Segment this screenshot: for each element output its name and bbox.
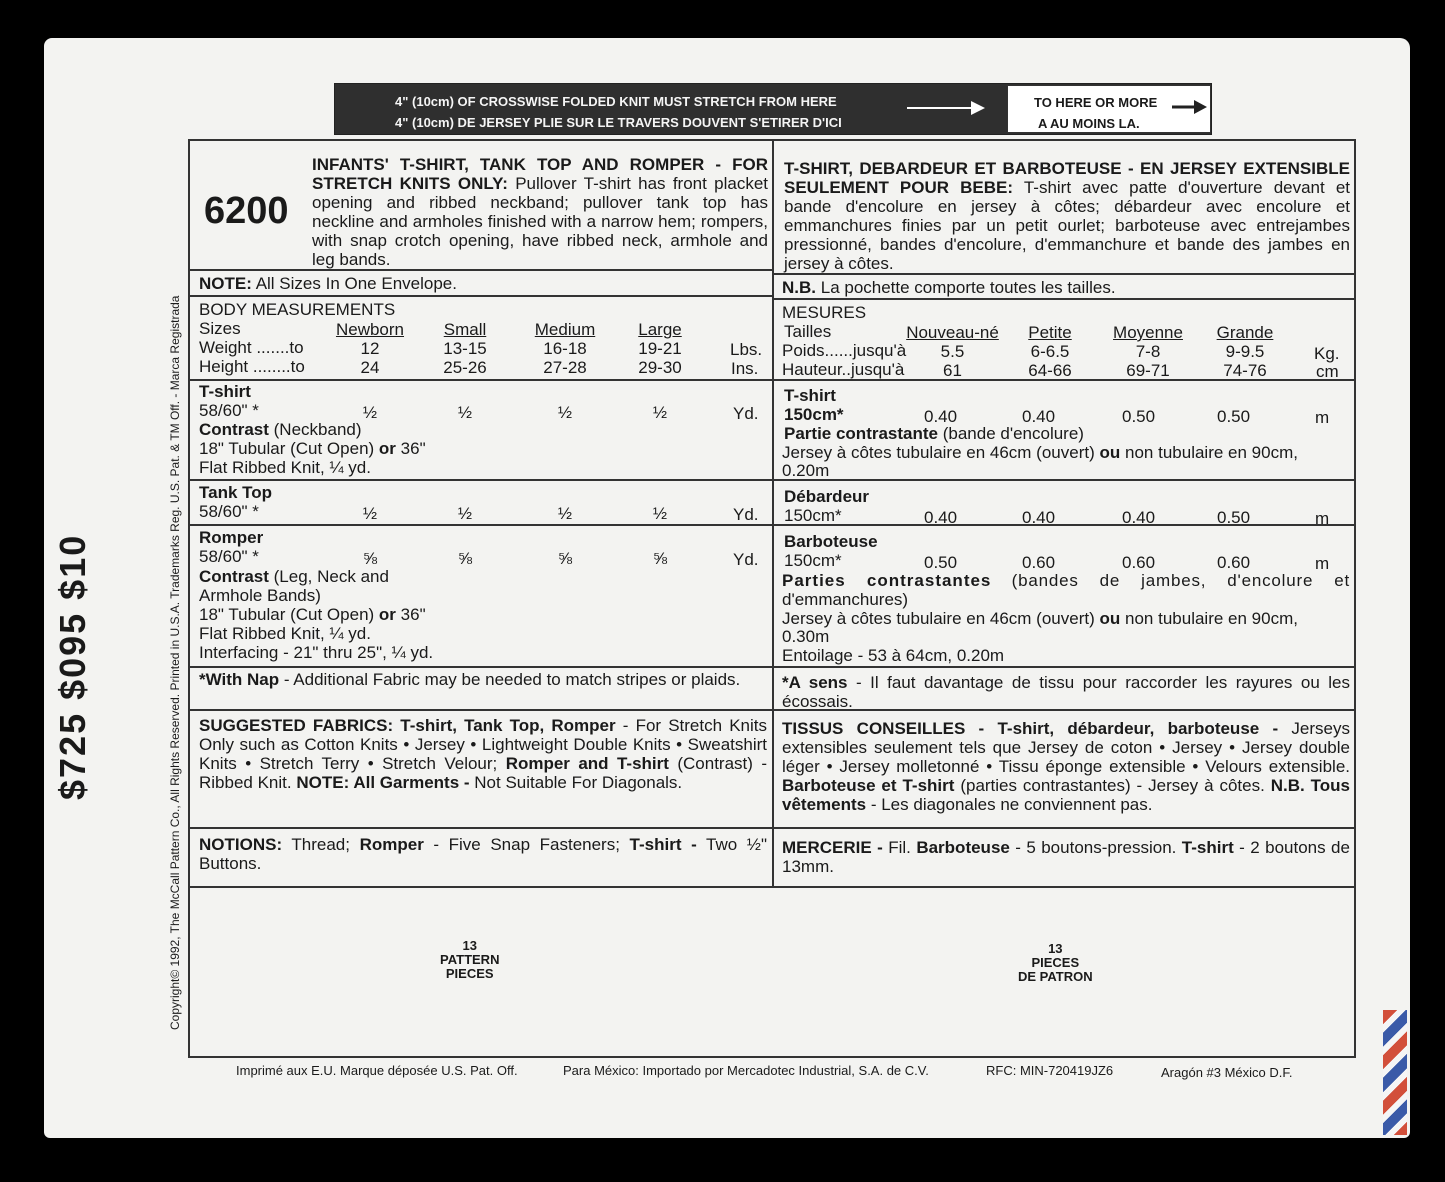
notions-text: Thread; bbox=[291, 835, 350, 854]
fabric-width: 58/60" * bbox=[199, 401, 259, 420]
pieces-label: PIECES bbox=[445, 966, 494, 981]
jersey-text: Jersey à côtes tubulaire en 46cm (ouvert) bbox=[782, 443, 1095, 462]
en-nap bbox=[199, 670, 767, 689]
fabrics-text: Not Suitable For Diagonals. bbox=[474, 773, 683, 792]
contrast-note: (Leg, Neck and bbox=[273, 567, 389, 586]
fabric-width: 58/60" * bbox=[199, 547, 259, 566]
meterage: 0.40 bbox=[1122, 508, 1156, 527]
flat-ribbed-text: Flat Ribbed Knit, ¼ yd. bbox=[199, 458, 371, 477]
fabrics-text: Jerseys extensibles seulement tels que Jersey de coton • Jersey • Jersey double léger • Jersey molletonné • Tissu éponge extensible • Velours extensible. bbox=[782, 719, 1350, 776]
note-text: All Sizes In One Envelope. bbox=[255, 274, 457, 293]
unit-kg: Kg. bbox=[1314, 344, 1340, 363]
fr-tank-label: Débardeur bbox=[784, 487, 870, 506]
fr-description: T-shirt avec patte d'ouverture devant et bande d'encolure en jersey à côtes; débardeur avec encolure et emmanchures finies par un petit ourlet; barboteuse avec entrejambes pressionné, bandes d'encolure, d'emmanchure et bande des jambes en jersey à côtes. bbox=[784, 178, 1351, 273]
size-nouveau-ne: Nouveau-né bbox=[906, 323, 999, 342]
en-tshirt-label: T-shirt bbox=[199, 382, 251, 401]
yardage: ½ bbox=[457, 403, 473, 422]
fr-notions bbox=[782, 838, 1350, 876]
yardage: ½ bbox=[362, 403, 378, 422]
notions-garment: T-shirt - bbox=[629, 835, 697, 854]
unit-cm: cm bbox=[1316, 362, 1339, 381]
en-pattern-pieces bbox=[440, 939, 499, 981]
height-value: 27-28 bbox=[543, 358, 587, 377]
unit-yd: Yd. bbox=[733, 505, 759, 524]
meterage: 0.60 bbox=[1122, 553, 1156, 572]
fr-suggested-fabrics bbox=[782, 719, 1350, 814]
yardage: ⅝ bbox=[457, 549, 473, 568]
notions-text: - 2 boutons de 13mm. bbox=[782, 838, 1350, 876]
weight-value: 9-9.5 bbox=[1225, 342, 1265, 361]
divider bbox=[190, 479, 1354, 481]
yardage: ⅝ bbox=[557, 549, 573, 568]
fr-height-label: Hauteur..jusqu'à bbox=[782, 360, 905, 379]
yardage: ½ bbox=[652, 403, 668, 422]
copyright-notice: Copyright© 1992, The McCall Pattern Co., All Rights Reserved. Printed in U.S.A. Trademarks Reg. U.S. Pat. & TM Off. - Marca Registrada bbox=[168, 295, 182, 1030]
fabrics-label: TISSUS CONSEILLES - T-shirt, débardeur, barboteuse - bbox=[782, 719, 1279, 738]
divider bbox=[772, 298, 1354, 300]
footer-mexico-import: Para México: Importado por Mercadotec Industrial, S.A. de C.V. bbox=[563, 1063, 929, 1078]
fabrics-garments: Romper and T-shirt bbox=[505, 754, 669, 773]
fr-note bbox=[782, 278, 1116, 297]
pieces-count: 13 bbox=[462, 938, 477, 953]
meterage: 0.50 bbox=[1217, 407, 1251, 426]
fabrics-garments: Barboteuse et T-shirt bbox=[782, 776, 955, 795]
note-text: La pochette comporte toutes les tailles. bbox=[820, 278, 1116, 297]
en-note bbox=[199, 274, 457, 293]
fr-parties bbox=[782, 571, 1350, 609]
divider bbox=[190, 269, 772, 271]
or-text: ou bbox=[1099, 609, 1121, 628]
note-label: N.B. bbox=[782, 278, 816, 297]
contrast-note: (bande d'encolure) bbox=[942, 424, 1084, 443]
en-description: Pullover T-shirt has front placket opening and ribbed neckband; pullover tank top has neckline and armholes finished with a narrow hem; rompers, with snap crotch opening, have ribbed neck, armhole and leg bands. bbox=[312, 174, 768, 269]
contrast-label: Contrast bbox=[199, 420, 269, 439]
jersey-text: non tubulaire en 90cm, bbox=[1125, 609, 1298, 628]
jersey-text: non tubulaire en 90cm, bbox=[1125, 443, 1298, 462]
en-tubular bbox=[199, 439, 426, 458]
fr-title: T-SHIRT, DEBARDEUR ET BARBOTEUSE - EN JERSEY EXTENSIBLE SEULEMENT POUR BEBE: bbox=[784, 159, 1350, 197]
height-value: 64-66 bbox=[1028, 361, 1072, 380]
nap-text: - Il faut davantage de tissu pour raccorder les rayures ou les écossais. bbox=[782, 673, 1351, 711]
height-value: 29-30 bbox=[638, 358, 682, 377]
stretch-line-fr: 4" (10cm) DE JERSEY PLIE SUR LE TRAVERS DOUVENT S'ETIRER D'ICI bbox=[395, 115, 842, 130]
fabric-width: 150cm* bbox=[784, 405, 844, 424]
weight-value: 7-8 bbox=[1135, 342, 1161, 361]
notions-label: NOTIONS: bbox=[199, 835, 283, 854]
pattern-info-table bbox=[188, 139, 1356, 1058]
fabrics-text: (parties contrastantes) - Jersey à côtes. bbox=[960, 776, 1265, 795]
pieces-count: 13 bbox=[1048, 941, 1063, 956]
or-text: or bbox=[378, 439, 396, 458]
contrast-note: (bandes de jambes, d'encolure et bbox=[1011, 571, 1350, 590]
to-here-en: TO HERE OR MORE bbox=[1034, 95, 1158, 110]
fr-pattern-pieces bbox=[1018, 942, 1093, 984]
contrast-note: (Neckband) bbox=[273, 420, 362, 439]
yardage: ½ bbox=[557, 403, 573, 422]
tubular-text: 18" Tubular (Cut Open) bbox=[199, 605, 375, 624]
meterage: 0.50 bbox=[1122, 407, 1156, 426]
divider bbox=[772, 273, 1354, 275]
fr-body-measurements: MESURES bbox=[782, 303, 867, 322]
meterage: 0.50 bbox=[1217, 508, 1251, 527]
en-sizes-label: Sizes bbox=[199, 319, 241, 338]
pattern-number: 6200 bbox=[204, 190, 289, 232]
footer-rfc: RFC: MIN-720419JZ6 bbox=[986, 1063, 1114, 1078]
unit-m: m bbox=[1315, 554, 1330, 573]
notions-garment: Barboteuse bbox=[916, 838, 1010, 857]
notions-garment: T-shirt bbox=[1181, 838, 1234, 857]
contrast-label: Contrast bbox=[199, 567, 269, 586]
flat-ribbed-text: Flat Ribbed Knit, ¼ yd. bbox=[199, 624, 371, 643]
jersey-text: Jersey à côtes tubulaire en 46cm (ouvert) bbox=[782, 609, 1095, 628]
weight-value: 16-18 bbox=[543, 339, 587, 358]
tubular-text: 18" Tubular (Cut Open) bbox=[199, 439, 375, 458]
nap-label: *With Nap bbox=[199, 670, 280, 689]
size-newborn: Newborn bbox=[335, 320, 405, 339]
jersey-quantity: 0.20m bbox=[782, 461, 830, 480]
weight-value: 6-6.5 bbox=[1030, 342, 1070, 361]
stretch-line-en: 4" (10cm) OF CROSSWISE FOLDED KNIT MUST STRETCH FROM HERE bbox=[395, 94, 837, 109]
fabrics-note: N.B. Tous vêtements bbox=[782, 776, 1350, 814]
fabrics-text: - For Stretch Knits Only such as Cotton Knits • Jersey • Lightweight Double Knits • Sweatshirt Knits • Stretch Terry • Stretch Velour; bbox=[199, 716, 767, 773]
fabrics-label: SUGGESTED FABRICS bbox=[199, 716, 388, 735]
notions-garment: Romper bbox=[359, 835, 424, 854]
yardage: ⅝ bbox=[362, 549, 378, 568]
airmail-stripe bbox=[1383, 1010, 1407, 1135]
meterage: 0.40 bbox=[1022, 407, 1056, 426]
fr-tshirt-label: T-shirt bbox=[784, 386, 836, 405]
unit-m: m bbox=[1315, 408, 1330, 427]
pieces-label: DE PATRON bbox=[1018, 969, 1093, 984]
size-grande: Grande bbox=[1216, 323, 1274, 342]
to-here-fr: A AU MOINS LA. bbox=[1038, 116, 1140, 131]
en-contrast bbox=[199, 420, 362, 439]
divider bbox=[190, 886, 1354, 888]
height-value: 69-71 bbox=[1126, 361, 1170, 380]
unit-lbs: Lbs. bbox=[730, 340, 763, 359]
size-moyenne: Moyenne bbox=[1113, 323, 1183, 342]
unit-yd: Yd. bbox=[733, 550, 759, 569]
divider bbox=[190, 666, 1354, 668]
fabrics-note: NOTE: All Garments - bbox=[296, 773, 470, 792]
fabrics-garments: T-shirt, Tank Top, Romper bbox=[400, 716, 616, 735]
height-value: 61 bbox=[943, 361, 962, 380]
height-value: 24 bbox=[360, 358, 380, 377]
unit-yd: Yd. bbox=[733, 404, 759, 423]
nap-text: - Additional Fabric may be needed to match stripes or plaids. bbox=[283, 670, 741, 689]
unit-ins: Ins. bbox=[731, 359, 759, 378]
notions-text: Fil. bbox=[888, 838, 911, 857]
fr-romper-label: Barboteuse bbox=[784, 532, 878, 551]
en-body-measurements: BODY MEASUREMENTS bbox=[199, 300, 396, 319]
en-notions bbox=[199, 835, 767, 873]
yardage: ⅝ bbox=[652, 549, 668, 568]
fr-jersey bbox=[782, 443, 1298, 462]
fr-jersey bbox=[782, 609, 1298, 628]
yardage: ½ bbox=[362, 504, 378, 523]
or-text: or bbox=[378, 605, 396, 624]
fabrics-text: - Les diagonales ne conviennent pas. bbox=[870, 795, 1153, 814]
meterage: 0.50 bbox=[924, 553, 958, 572]
unit-m: m bbox=[1315, 509, 1330, 528]
fabric-width: 150cm* bbox=[784, 506, 842, 525]
meterage: 0.40 bbox=[924, 407, 958, 426]
meterage: 0.40 bbox=[1022, 508, 1056, 527]
size-medium: Medium bbox=[534, 320, 596, 339]
arrow-right-icon bbox=[907, 98, 987, 118]
en-tank-label: Tank Top bbox=[199, 483, 273, 502]
meterage: 0.40 bbox=[924, 508, 958, 527]
fabric-width: 58/60" * bbox=[199, 502, 259, 521]
yardage: ½ bbox=[652, 504, 668, 523]
weight-value: 12 bbox=[360, 339, 380, 358]
fr-weight-label: Poids......jusqu'à bbox=[782, 341, 907, 360]
en-title-block bbox=[312, 155, 768, 269]
yardage: ½ bbox=[557, 504, 573, 523]
contrast-label: Parties contrastantes bbox=[782, 571, 992, 590]
column-divider bbox=[772, 141, 774, 887]
height-value: 25-26 bbox=[443, 358, 487, 377]
meterage: 0.60 bbox=[1217, 553, 1251, 572]
en-romper-contrast bbox=[199, 567, 389, 586]
price-sticker: $725 $095 $10 bbox=[52, 533, 93, 800]
pieces-label: PATTERN bbox=[440, 952, 500, 967]
armhole-text: Armhole Bands) bbox=[199, 586, 321, 605]
fr-title-block bbox=[784, 159, 1350, 273]
yardage: ½ bbox=[457, 504, 473, 523]
divider bbox=[190, 827, 1354, 829]
en-title: INFANTS' T-SHIRT, TANK TOP AND ROMPER - FOR STRETCH KNITS ONLY: bbox=[312, 155, 768, 193]
interfacing-text: Entoilage - 53 à 64cm, 0.20m bbox=[782, 646, 1005, 665]
nap-label: *A sens bbox=[782, 673, 848, 692]
notions-label: MERCERIE - bbox=[782, 838, 883, 857]
en-suggested-fabrics: SUGGESTED FABRICS: T-shirt, Tank Top, Romper - For Stretch Knits Only such as Cotton Knits • Jersey • Lightweight Double Knits • Sweatshirt Knits • Stretch Terry • Stretch Velour; Romper and T-shirt (Contrast) - Ribbed Knit. NOTE: All Garments - Not Suitable For Diagonals. bbox=[199, 716, 767, 792]
interfacing-text: Interfacing - 21" thru 25", ¼ yd. bbox=[199, 643, 434, 662]
fr-contrast bbox=[784, 424, 1084, 443]
divider bbox=[190, 524, 1354, 526]
fabric-width: 150cm* bbox=[784, 551, 842, 570]
fr-nap bbox=[782, 673, 1350, 711]
stretch-gauge-bar bbox=[334, 83, 1212, 135]
notions-text: - 5 boutons-pression. bbox=[1015, 838, 1177, 857]
or-text: ou bbox=[1099, 443, 1121, 462]
note-label: NOTE: bbox=[199, 274, 252, 293]
en-weight-label: Weight .......to bbox=[199, 338, 304, 357]
en-romper-label: Romper bbox=[199, 528, 264, 547]
size-petite: Petite bbox=[1028, 323, 1072, 342]
tubular-width: 36" bbox=[400, 605, 426, 624]
weight-value: 13-15 bbox=[443, 339, 487, 358]
height-value: 74-76 bbox=[1223, 361, 1267, 380]
fabrics-text: (Contrast) - Ribbed Knit. bbox=[199, 754, 767, 792]
fr-sizes-label: Tailles bbox=[784, 322, 832, 341]
footer-address: Aragón #3 México D.F. bbox=[1161, 1065, 1293, 1080]
en-tubular bbox=[199, 605, 426, 624]
notions-text: - Five Snap Fasteners; bbox=[433, 835, 620, 854]
weight-value: 5.5 bbox=[940, 342, 965, 361]
stretch-target-box bbox=[1007, 85, 1211, 133]
weight-value: 19-21 bbox=[638, 339, 682, 358]
meterage: 0.60 bbox=[1022, 553, 1056, 572]
size-large: Large bbox=[638, 320, 682, 339]
pieces-label: PIECES bbox=[1031, 955, 1080, 970]
contrast-note: d'emmanchures) bbox=[782, 590, 909, 609]
en-height-label: Height ........to bbox=[199, 357, 305, 376]
notions-text: Two ½" Buttons. bbox=[199, 835, 768, 873]
arrow-right-icon bbox=[1172, 99, 1208, 115]
tubular-width: 36" bbox=[400, 439, 426, 458]
contrast-label: Partie contrastante bbox=[784, 424, 938, 443]
footer-us-mark: Imprimé aux E.U. Marque déposée U.S. Pat. Off. bbox=[236, 1063, 518, 1078]
size-small: Small bbox=[443, 320, 487, 339]
jersey-quantity: 0.30m bbox=[782, 627, 830, 646]
divider bbox=[190, 295, 772, 297]
